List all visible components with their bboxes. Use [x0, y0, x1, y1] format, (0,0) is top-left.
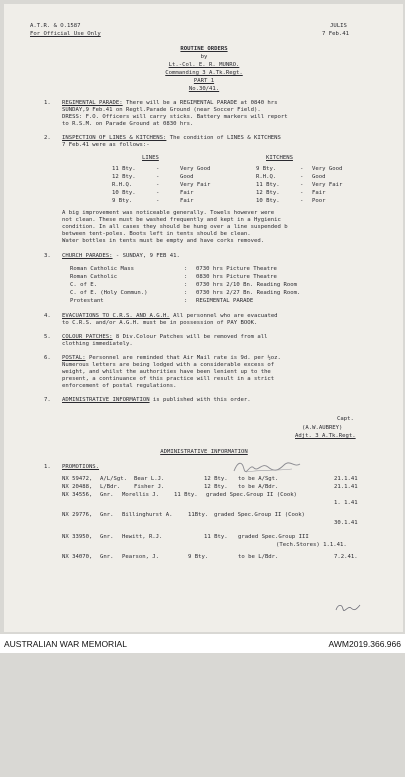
rating: Good	[180, 174, 194, 180]
part-label: PART 1	[193, 78, 215, 84]
admin-title: ADMINISTRATIVE INFORMATION	[160, 449, 248, 455]
archive-footer	[0, 634, 405, 653]
kitchens-row: 10 Bty.	[256, 198, 280, 204]
soldier-name: Bear L.J.	[134, 476, 165, 482]
archive-name: AUSTRALIAN WAR MEMORIAL	[4, 639, 127, 649]
rank: Gnr.	[100, 492, 114, 498]
soldier-name: Fisher J.	[134, 484, 165, 490]
rank: L/Bdr.	[100, 484, 121, 490]
promotion: graded Spec.Group II (Cook)	[206, 492, 297, 498]
item-4-heading: EVACUATIONS TO C.R.S. AND A.G.H.	[62, 313, 170, 319]
dash: -	[300, 182, 304, 188]
church-time: 0730 hrs Picture Theatre	[196, 266, 277, 272]
item-2-para-1: A big improvement was noticeable generally. Towels however were	[62, 210, 275, 216]
item-5-line-2: clothing immediately.	[62, 341, 133, 347]
battery: 12 Bty.	[204, 484, 228, 490]
kitchens-row: R.H.Q.	[256, 174, 277, 180]
restriction-label: For Official Use Only	[30, 31, 101, 37]
church-service: Protestant	[70, 298, 104, 304]
church-time: 0730 hrs 2/27 Bn. Reading Room.	[196, 290, 301, 296]
handwritten-signature	[232, 459, 302, 475]
battery: 12 Bty.	[204, 476, 228, 482]
rating: Fair	[180, 190, 194, 196]
colon: :	[184, 274, 188, 280]
promotion-date: 21.1.41	[334, 476, 358, 482]
lines-row: R.H.Q.	[112, 182, 133, 188]
item-5-text: 8 Div.Colour Patches will be removed from all	[112, 334, 268, 340]
service-number: NX 20488,	[62, 484, 93, 490]
item-2-line-2: 7 Feb.41 were as follows:-	[62, 142, 150, 148]
church-service: Roman Catholic Mass	[70, 266, 134, 272]
rating: Very Fair	[180, 182, 211, 188]
church-time: REGIMENTAL PARADE	[196, 298, 254, 304]
item-number: 6.	[44, 355, 51, 361]
kitchens-heading: KITCHENS	[266, 155, 293, 161]
service-number: NX 33950,	[62, 534, 93, 540]
item-number: 4.	[44, 313, 51, 319]
item-4-line-2: to C.R.S. and/or A.G.H. must be in possession of PAY BOOK.	[62, 320, 258, 326]
dash: -	[156, 198, 160, 204]
item-1-heading: REGIMENTAL PARADE:	[62, 100, 123, 106]
item-3-line-1	[62, 253, 180, 260]
item-number: 1.	[44, 464, 51, 470]
item-6-text: Personnel are reminded that Air Mail rate is 9d. per ½oz.	[85, 355, 281, 361]
archive-id: AWM2019.366.966	[328, 639, 401, 649]
document-page	[4, 4, 403, 632]
kitchens-row: 12 Bty.	[256, 190, 280, 196]
colon: :	[184, 266, 188, 272]
lines-row: 9 Bty.	[112, 198, 133, 204]
rank: A/L/Sgt.	[100, 476, 127, 482]
item-number: 5.	[44, 334, 51, 340]
church-time: 0830 hrs Picture Theatre	[196, 274, 277, 280]
dash: -	[300, 198, 304, 204]
item-2-para-4: between tent-poles. Boots left in tents should be clean.	[62, 231, 251, 237]
church-service: C. of E. (Holy Commun.)	[70, 290, 148, 296]
rating: Poor	[312, 198, 326, 204]
kitchens-row: 11 Bty.	[256, 182, 280, 188]
promotion: graded Spec.Group III	[238, 534, 309, 540]
routine-orders	[4, 4, 403, 632]
rating: Very Good	[180, 166, 211, 172]
church-service: C. of E.	[70, 282, 97, 288]
date-label: 7 Feb.41	[322, 31, 349, 37]
rating: Very Fair	[312, 182, 343, 188]
item-7-text: is published with this order.	[149, 397, 251, 403]
signature-appointment: Adjt. 3 A.Tk.Regt.	[295, 433, 356, 439]
item-1-line-1	[62, 100, 278, 107]
item-2-para-5: Water bottles in tents must be empty and have corks removed.	[62, 238, 265, 244]
promotion: to be A/Sgt.	[238, 476, 279, 482]
soldier-name: Hewitt, R.J.	[122, 534, 163, 540]
rating: Good	[312, 174, 326, 180]
promotion-date: 30.1.41	[334, 520, 358, 526]
kitchens-row: 9 Bty.	[256, 166, 277, 172]
church-time: 0730 hrs 2/10 Bn. Reading Room	[196, 282, 298, 288]
item-1-text: There will be a REGIMENTAL PARADE at 0840 hrs	[122, 100, 278, 106]
dash: -	[300, 166, 304, 172]
service-number: NX 34556,	[62, 492, 93, 498]
item-2-text: The condition of LINES & KITCHENS	[166, 135, 281, 141]
item-number: 7.	[44, 397, 51, 403]
service-number: NX 29776,	[62, 512, 93, 518]
dash: -	[300, 190, 304, 196]
item-1-line-4: to R.S.M. on Parade Ground at 0830 hrs.	[62, 121, 194, 127]
item-7-heading: ADMINISTRATIVE INFORMATION	[62, 397, 150, 403]
item-3-heading: CHURCH PARADES:	[62, 253, 113, 259]
item-2-line-1	[62, 135, 281, 142]
rating: Fair	[180, 198, 194, 204]
item-1-line-2: SUNDAY,9 Feb.41 on Regtl.Parade Ground (near Soccer Field).	[62, 107, 261, 113]
rating: Very Good	[312, 166, 343, 172]
item-6-line-3: weight, and whilst the authorities have been lenient up to the	[62, 369, 271, 375]
lines-heading: LINES	[142, 155, 159, 161]
item-2-heading: INSPECTION OF LINES & KITCHENS:	[62, 135, 167, 141]
colon: :	[184, 290, 188, 296]
item-6-line-5: enforcement of postal regulations.	[62, 383, 177, 389]
signature-name: (A.W.AUBREY)	[302, 425, 343, 431]
dash: -	[300, 174, 304, 180]
title: ROUTINE ORDERS	[180, 46, 228, 52]
church-service: Roman Catholic	[70, 274, 118, 280]
order-number: No.30/41.	[188, 86, 220, 92]
battery: 9 Bty.	[188, 554, 209, 560]
battery: 11 Bty.	[174, 492, 198, 498]
service-number: NX 59472,	[62, 476, 93, 482]
soldier-name: Pearson, J.	[122, 554, 160, 560]
item-3-sub: - SUNDAY, 9 FEB 41.	[112, 253, 180, 259]
soldier-name: Morellis J.	[122, 492, 160, 498]
item-number: 1.	[44, 100, 51, 106]
item-1-line-3: DRESS: F.O. Officers will carry sticks. Battery markers will report	[62, 114, 288, 120]
item-6-line-2: Numerous letters are being lodged with a considerable excess of	[62, 362, 275, 368]
command-line: Commanding 3 A.Tk.Regt.	[165, 70, 243, 76]
rating: Fair	[312, 190, 326, 196]
reference-number: A.T.R. & O.1587	[30, 23, 81, 29]
dash: -	[156, 182, 160, 188]
title-by: by	[200, 54, 208, 60]
item-5-line-1	[62, 334, 267, 341]
item-6-line-4: present, a continuance of this practice will result in a strict	[62, 376, 275, 382]
battery: 11Bty.	[188, 512, 209, 518]
rank: Gnr.	[100, 512, 114, 518]
promotion-date: 1. 1.41	[334, 500, 358, 506]
handwritten-initials	[334, 602, 362, 612]
item-5-heading: COLOUR PATCHES:	[62, 334, 113, 340]
promotion-date: 7.2.41.	[334, 554, 358, 560]
battery: 11 Bty.	[204, 534, 228, 540]
item-2-para-3: condition. In all cases they should be hung over a line suspended b	[62, 224, 288, 230]
dash: -	[156, 166, 160, 172]
place-label: JULIS	[330, 23, 347, 29]
rank: Gnr.	[100, 554, 114, 560]
promotion: to be A/Bdr.	[238, 484, 279, 490]
item-number: 3.	[44, 253, 51, 259]
lines-row: 11 Bty.	[112, 166, 136, 172]
dash: -	[156, 174, 160, 180]
service-number: NX 34070,	[62, 554, 93, 560]
promotion: graded Spec.Group II (Cook)	[214, 512, 305, 518]
promotion-date: (Tech.Stores) 1.1.41.	[276, 542, 347, 548]
colon: :	[184, 282, 188, 288]
item-4-text: All personnel who are evacuated	[169, 313, 278, 319]
promotion: to be L/Bdr.	[238, 554, 279, 560]
commander-name: Lt.-Col. E. R. MUNRO.	[168, 62, 240, 68]
item-number: 2.	[44, 135, 51, 141]
item-6-heading: POSTAL:	[62, 355, 86, 361]
item-4-line-1	[62, 313, 278, 320]
signature-rank: Capt.	[337, 416, 354, 422]
lines-row: 10 Bty.	[112, 190, 136, 196]
rank: Gnr.	[100, 534, 114, 540]
promotion-date: 21.1.41	[334, 484, 358, 490]
item-6-line-1	[62, 355, 281, 362]
dash: -	[156, 190, 160, 196]
soldier-name: Billinghurst A.	[122, 512, 173, 518]
lines-row: 12 Bty.	[112, 174, 136, 180]
item-7-line-1	[62, 397, 251, 404]
item-2-para-2: not clean. These must be washed frequently and kept in a Hygienic	[62, 217, 281, 223]
colon: :	[184, 298, 188, 304]
promotions-heading: PROMOTIONS.	[62, 464, 100, 470]
